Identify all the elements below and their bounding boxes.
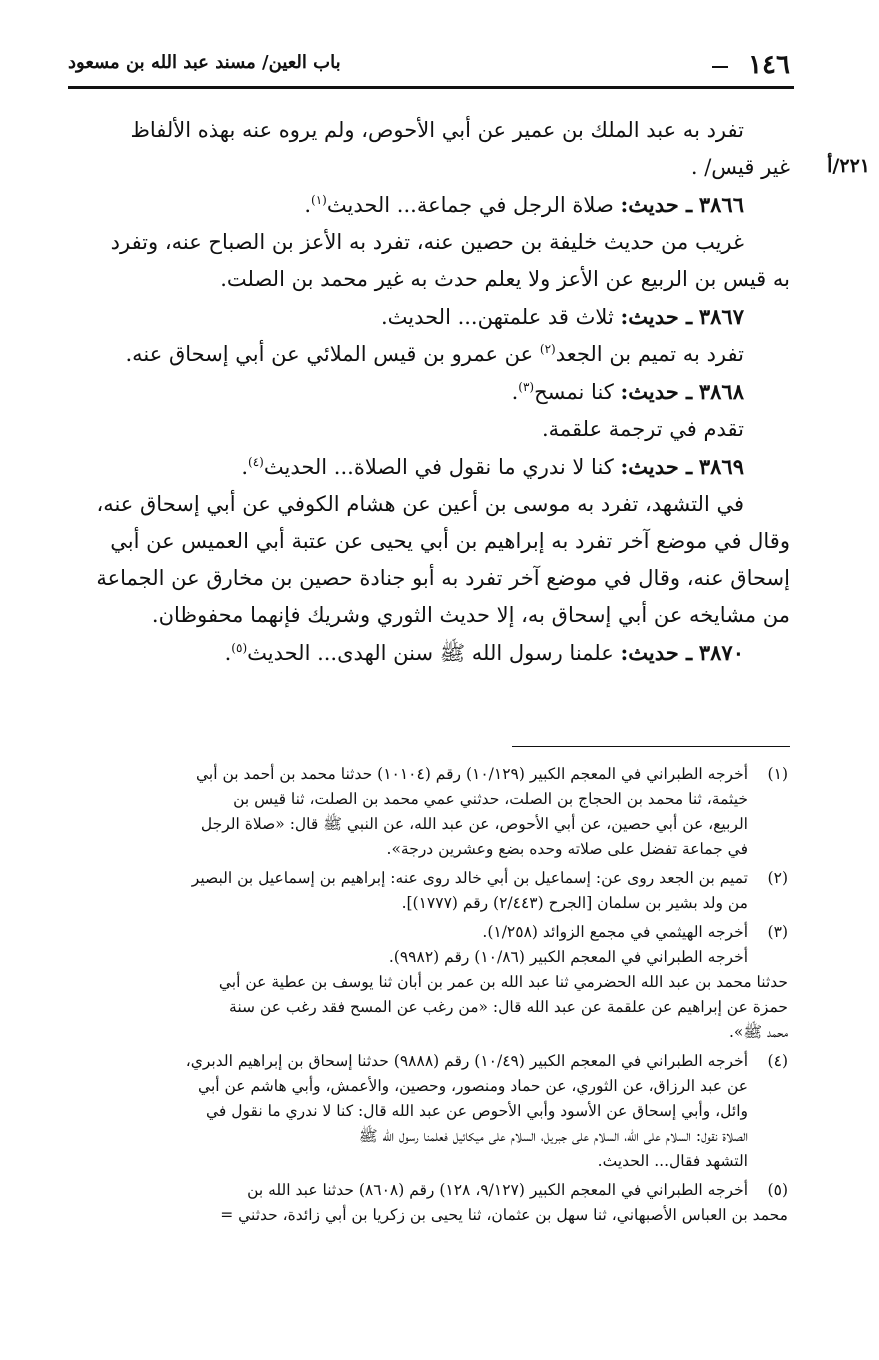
header-dash <box>712 66 728 68</box>
paragraph-line: من مشايخه عن أبي إسحاق به، إلا حديث الثوري وشريك فإنهما محفوظان. <box>151 603 790 627</box>
footnote-line: التشهد فقال... الحديث. <box>597 1152 748 1170</box>
hadith-label: ـ حديث: <box>620 379 693 404</box>
footnote-ref[interactable]: (٢) <box>539 342 556 356</box>
footnote-number: (٢) <box>767 869 788 887</box>
hadith-number: ٣٨٦٧ <box>698 304 744 329</box>
footnotes <box>62 762 788 1232</box>
footnote-line: خيثمة، ثنا محمد بن الحجاج بن الصلت، حدثني عمي محمد بن الصلت، ثنا قيس بن <box>233 790 748 808</box>
footnote-line: وائل، وأبي إسحاق عن الأسود وأبي الأحوص عن عبد الله قال: كنا لا ندري ما نقول في <box>205 1102 748 1120</box>
paragraph-line: في التشهد، تفرد به موسى بن أعين عن هشام الكوفي عن أبي إسحاق عنه، <box>96 492 744 516</box>
footnote-5 <box>62 1178 788 1228</box>
manuscript-folio-note: ٢٢١/أ <box>827 155 870 177</box>
footnote-line: أخرجه الهيثمي في مجمع الزوائد (١/٢٥٨). <box>482 923 748 941</box>
footnote-line: أخرجه الطبراني في المعجم الكبير (٩/١٢٧، ١٢٨) رقم (٨٦٠٨) حدثنا عبد الله بن <box>247 1181 748 1199</box>
page-number: ١٤٦ <box>748 50 790 80</box>
hadith-number: ٣٨٦٦ <box>698 192 744 217</box>
footnote-separator <box>512 746 790 747</box>
paragraph-line: تفرد به عبد الملك بن عمير عن أبي الأحوص، ولم يروه عنه بهذه الألفاظ <box>130 118 744 142</box>
footnote-line: أخرجه الطبراني في المعجم الكبير (١٠/٤٩) رقم (٩٨٨٨) حدثنا إسحاق بن إبراهيم الدبري، <box>185 1052 748 1070</box>
hadith-label: ـ حديث: <box>620 640 693 665</box>
footnote-line: من ولد بشير بن سلمان [الجرح (٢/٤٤٣) رقم (١٧٧٧)]. <box>401 894 748 912</box>
hadith-number: ٣٨٦٩ <box>698 454 744 479</box>
hadith-entry: ٣٨٦٩ ـ حديث: كنا لا ندري ما نقول في الصلاة... الحديث$^{(٤)}$. <box>241 454 744 479</box>
paragraph-line: تقدم في ترجمة علقمة. <box>541 417 744 441</box>
footnote-ref[interactable]: (٤) <box>248 455 264 469</box>
footnote-number: (١) <box>767 765 788 783</box>
footnote-number: (٥) <box>767 1181 788 1199</box>
hadith-label: ـ حديث: <box>620 192 693 217</box>
footnote-4 <box>62 1049 788 1174</box>
paragraph-line: إسحاق عنه، وقال في موضع آخر تفرد به أبو جنادة حصين بن مخارق عن الجماعة <box>96 566 790 590</box>
footnote-1 <box>62 762 788 862</box>
hadith-text: ثلاث قد علمتهن... الحديث. <box>380 305 614 329</box>
footnote-line: أخرجه الطبراني في المعجم الكبير (١٠/٨٦) رقم (٩٩٨٢). <box>388 948 748 966</box>
footnote-ref[interactable]: (٣) <box>518 380 535 394</box>
footnote-line: تميم بن الجعد روى عن: إسماعيل بن أبي خالد روى عنه: إبراهيم بن إسماعيل بن البصير <box>191 869 748 887</box>
hadith-text: صلاة الرجل في جماعة... الحديث <box>326 193 614 217</box>
hadith-number: ٣٨٧٠ <box>698 640 744 665</box>
hadith-entry: ٣٨٦٦ ـ حديث: صلاة الرجل في جماعة... الحديث$^{(١)}$. <box>304 192 744 217</box>
paragraph-line: غير قيس/ . <box>690 155 790 179</box>
footnote-number: (٤) <box>767 1052 788 1070</box>
footnote-line: في جماعة تفضل على صلاته وحده بضع وعشرين درجة». <box>386 840 748 858</box>
hadith-text: علمنا رسول الله ﷺ سنن الهدى... الحديث <box>247 641 614 665</box>
hadith-text: كنا نمسح <box>534 380 614 404</box>
running-title: باب العين/ مسند عبد الله بن مسعود <box>68 52 341 73</box>
footnote-line: محمد بن العباس الأصبهاني، ثنا سهل بن عثمان، ثنا يحيى بن زكريا بن أبي زائدة، حدثني = <box>220 1206 788 1224</box>
footnote-2 <box>62 866 788 916</box>
page-header <box>68 44 790 84</box>
hadith-entry: ٣٨٦٨ ـ حديث: كنا نمسح$^{(٣)}$. <box>511 379 744 404</box>
footnote-ref[interactable]: (٥) <box>231 641 248 655</box>
footnote-line: الربيع، عن أبي حصين، عن أبي الأحوص، عن عبد الله، عن النبي ﷺ قال: «صلاة الرجل <box>200 815 748 833</box>
main-text <box>68 112 790 672</box>
footnote-line: حدثنا محمد بن عبد الله الحضرمي ثنا عبد الله بن عمر بن أبان ثنا يوسف بن عطية عن أبي <box>218 973 788 991</box>
footnote-line: عن عبد الرزاق، عن الثوري، عن حماد ومنصور، وحصين، والأعمش، وأبي هاشم عن أبي <box>198 1077 748 1095</box>
footnote-line: الصلاة نقول: السلام على الله، السلام على جبريل، السلام على ميكائيل فعلمنا رسول الله ﷺ <box>358 1127 748 1145</box>
paragraph-line: غريب من حديث خليفة بن حصين عنه، تفرد به الأعز بن الصباح عنه، وتفرد <box>110 230 744 254</box>
footnote-ref[interactable]: (١) <box>311 193 327 207</box>
footnote-number: (٣) <box>767 923 788 941</box>
paragraph-line: به قيس بن الربيع عن الأعز ولا يعلم حدث به غير محمد بن الصلت. <box>220 267 790 291</box>
hadith-entry <box>68 298 790 336</box>
paragraph-line: وقال في موضع آخر تفرد به إبراهيم بن أبي يحيى عن عتبة أبي العميس عن أبي <box>110 529 790 553</box>
footnote-3 <box>62 920 788 1045</box>
paragraph-line: تفرد به تميم بن الجعد$^{(٢)}$ عن عمرو بن قيس الملائي عن أبي إسحاق عنه. <box>125 342 744 366</box>
hadith-label: ـ حديث: <box>620 454 693 479</box>
hadith-entry: ٣٨٧٠ ـ حديث: علمنا رسول الله ﷺ سنن الهدى... الحديث$^{(٥)}$. <box>224 640 744 665</box>
footnote-line: حمزة عن إبراهيم عن علقمة عن عبد الله قال: «من رغب عن المسح فقد رغب عن سنة <box>229 998 788 1016</box>
hadith-number: ٣٨٦٨ <box>698 379 744 404</box>
header-rule <box>68 86 794 89</box>
footnote-line: أخرجه الطبراني في المعجم الكبير (١٠/١٢٩) رقم (١٠١٠٤) حدثنا محمد بن أحمد بن أبي <box>195 765 748 783</box>
hadith-label: ـ حديث: <box>620 304 693 329</box>
footnote-line: محمد ﷺ». <box>728 1023 788 1041</box>
hadith-text: كنا لا ندري ما نقول في الصلاة... الحديث <box>263 455 614 479</box>
